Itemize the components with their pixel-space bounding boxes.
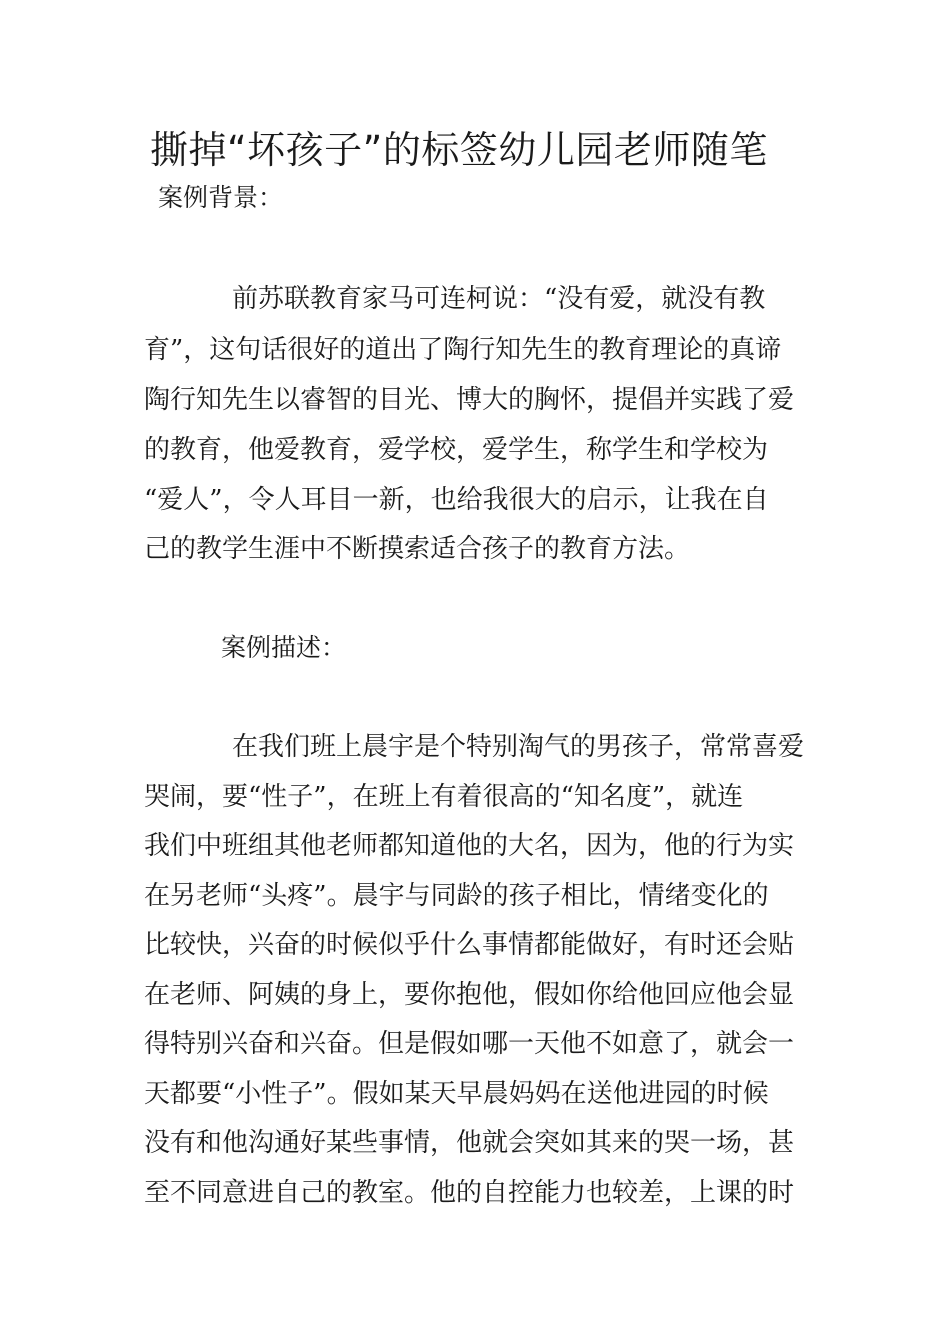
paragraph-line: 的教育，他爱教育，爱学校，爱学生，称学生和学校为 bbox=[144, 435, 769, 465]
paragraph-line: “爱人”，令人耳目一新，也给我很大的启示，让我在自 bbox=[144, 485, 769, 515]
paragraph-line: 育”，这句话很好的道出了陶行知先生的教育理论的真谛 bbox=[144, 335, 782, 365]
paragraph-line: 哭闹，要“性子”，在班上有着很高的“知名度”，就连 bbox=[144, 782, 744, 812]
paragraph-line: 至不同意进自己的教室。他的自控能力也较差，上课的时 bbox=[144, 1178, 795, 1208]
document-title: 撕掉“坏孩子”的标签幼儿园老师随笔 bbox=[150, 128, 768, 172]
section-label-description: 案例描述： bbox=[221, 633, 347, 662]
paragraph-line: 己的教学生涯中不断摸索适合孩子的教育方法。 bbox=[144, 534, 691, 564]
paragraph-line: 得特别兴奋和兴奋。但是假如哪一天他不如意了，就会一 bbox=[144, 1029, 795, 1059]
paragraph-line: 比较快，兴奋的时候似乎什么事情都能做好，有时还会贴 bbox=[144, 930, 795, 960]
paragraph-line: 在另老师“头疼”。晨宇与同龄的孩子相比，情绪变化的 bbox=[144, 881, 769, 911]
paragraph-line: 天都要“小性子”。假如某天早晨妈妈在送他进园的时候 bbox=[144, 1079, 769, 1109]
paragraph-line: 没有和他沟通好某些事情，他就会突如其来的哭一场，甚 bbox=[144, 1128, 795, 1158]
section-label-background: 案例背景： bbox=[158, 183, 284, 212]
paragraph-line: 在我们班上晨宇是个特别淘气的男孩子，常常喜爱 bbox=[232, 732, 805, 762]
paragraph-line: 我们中班组其他老师都知道他的大名，因为，他的行为实 bbox=[144, 831, 795, 861]
paragraph-line: 在老师、阿姨的身上，要你抱他，假如你给他回应他会显 bbox=[144, 980, 795, 1010]
paragraph-line: 前苏联教育家马可连柯说：“没有爱，就没有教 bbox=[232, 284, 766, 314]
paragraph-line: 陶行知先生以睿智的目光、博大的胸怀，提倡并实践了爱 bbox=[144, 385, 795, 415]
